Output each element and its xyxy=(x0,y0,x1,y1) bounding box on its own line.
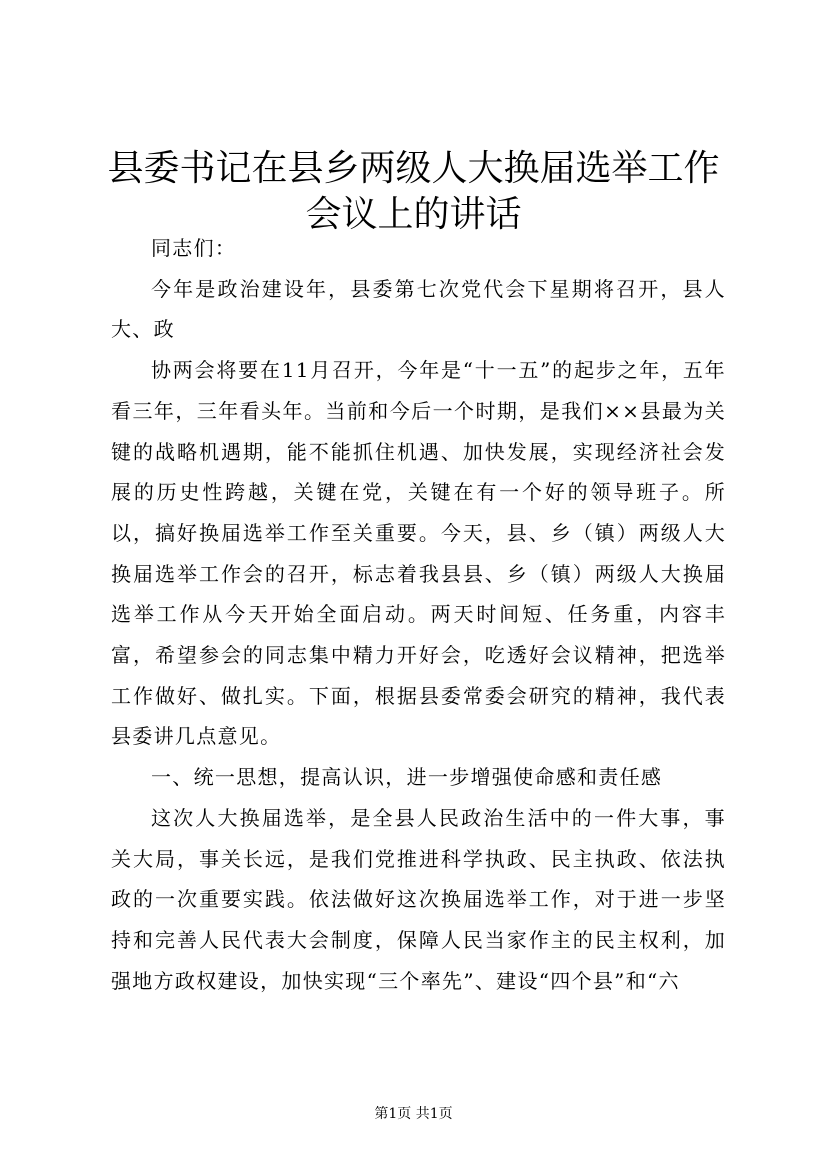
document-title: 县委书记在县乡两级人大换届选举工作会议上的讲话 xyxy=(107,148,720,235)
body-paragraph: 这次人大换届选举，是全县人民政治生活中的一件大事，事关大局，事关长远，是我们党推进科学执政、民主执政、依法执政的一次重要实践。依法做好这次换届选举工作，对于进一步坚持和完善人民代表大会制度，保障人民当家作主的民主权利，加强地方政权建设，加快实现“三个率先”、建设“四个县”和“六 xyxy=(111,805,726,993)
body-paragraph: 今年是政治建设年，县委第七次党代会下星期将召开，县人大、政 xyxy=(111,276,726,342)
salutation-paragraph: 同志们： xyxy=(151,236,237,260)
page-footer: 第1页 共1页 xyxy=(374,1106,453,1122)
section-heading: 一、统一思想，提高认识，进一步增强使命感和责任感 xyxy=(151,765,663,790)
document-body xyxy=(111,228,726,1001)
body-paragraph: 协两会将要在11月召开，今年是“十一五”的起步之年，五年看三年，三年看头年。当前和今后一个时期，是我们××县最为关键的战略机遇期，能不能抓住机遇、加快发展，实现经济社会发展的历史性跨越，关键在党，关键在有一个好的领导班子。所以，搞好换届选举工作至关重要。今天，县、乡（镇）两级人大换届选举工作会的召开，标志着我县县、乡（镇）两级人大换届选举工作从今天开始全面启动。两天时间短、任务重，内容丰富，希望参会的同志集中精力开好会，吃透好会议精神，把选举工作做好、做扎实。下面，根据县委常委会研究的精神，我代表县委讲几点意见。 xyxy=(111,358,726,749)
